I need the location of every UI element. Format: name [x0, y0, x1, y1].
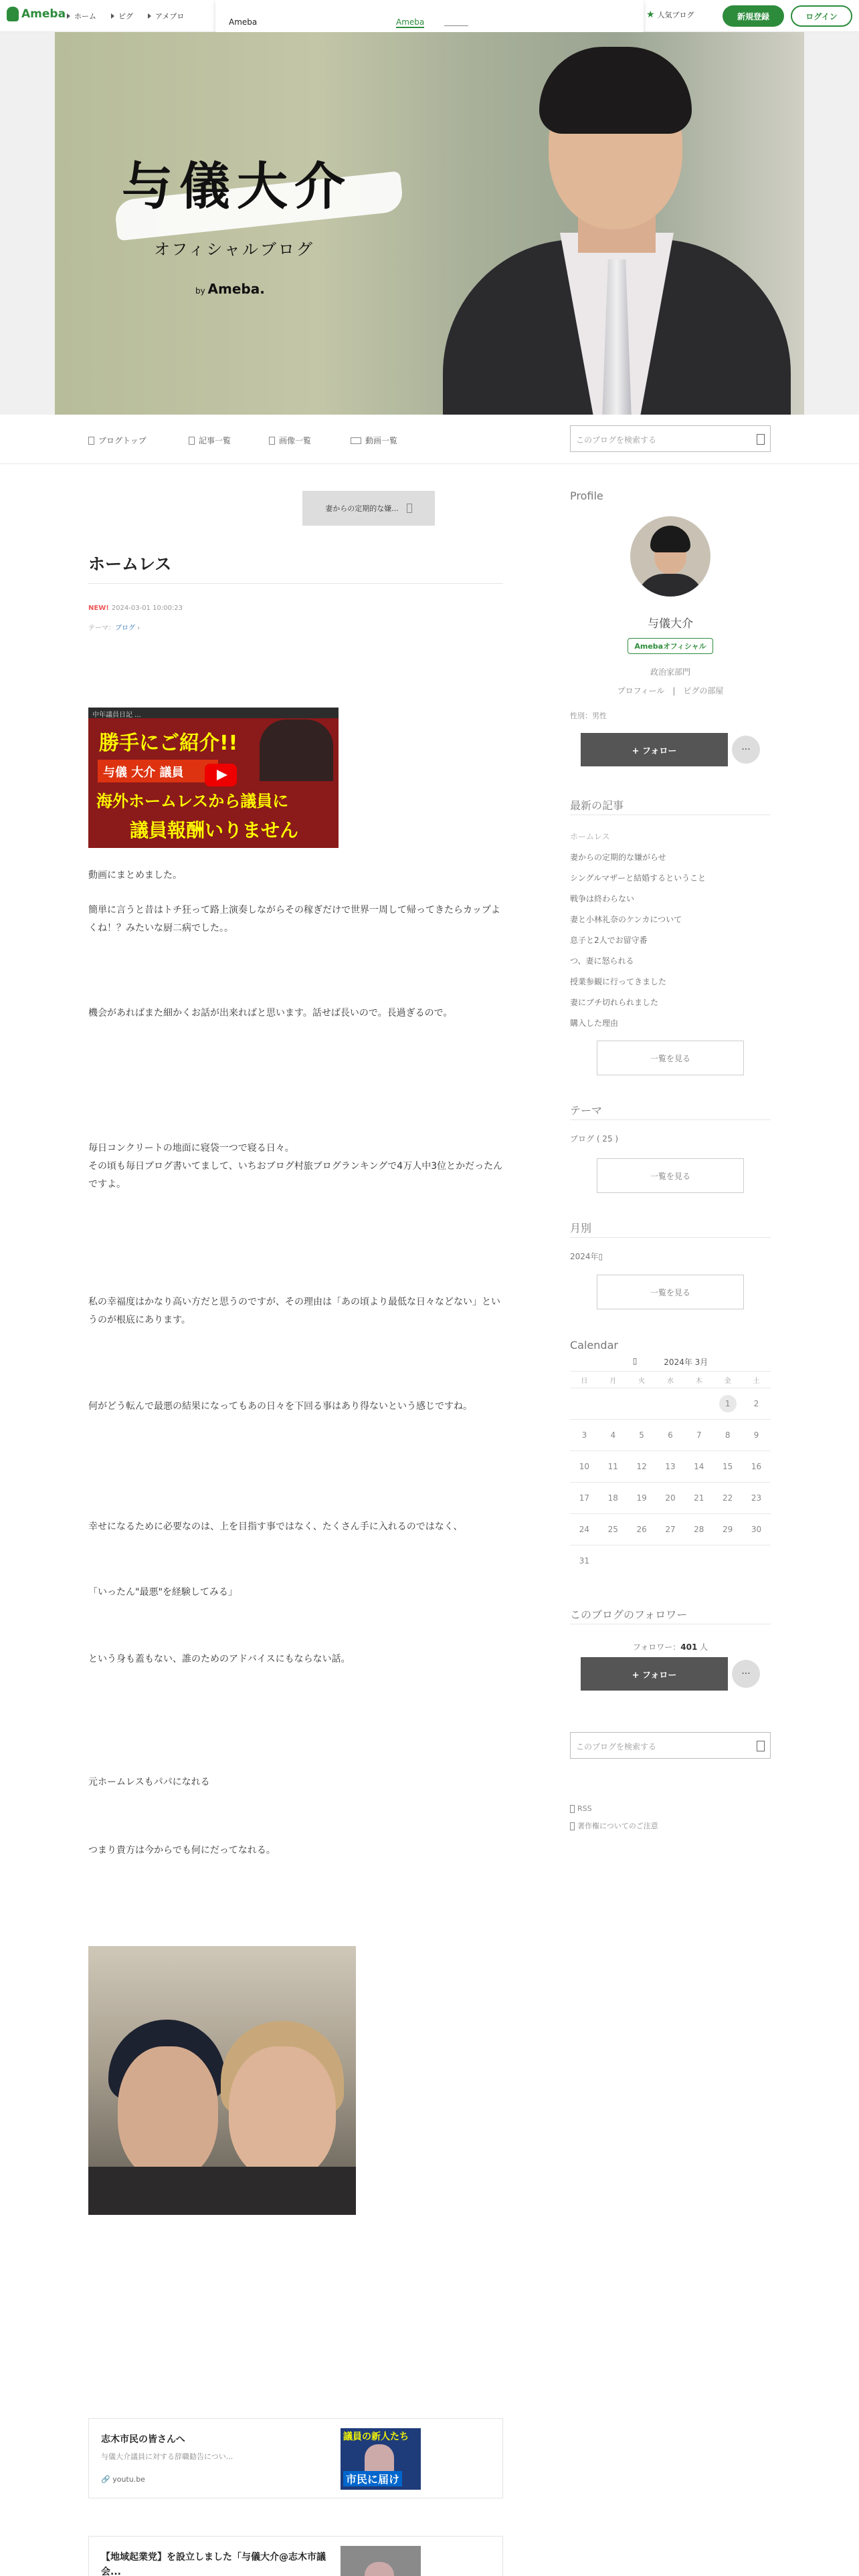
- arrow-right-icon: [407, 504, 412, 513]
- profile-links[interactable]: プロフィール | ピグの部屋: [617, 686, 724, 695]
- article-photo[interactable]: [88, 1946, 356, 2215]
- weekday: 火: [638, 1377, 646, 1385]
- video-icon: [351, 437, 361, 444]
- weekday: 木: [695, 1377, 702, 1385]
- nav-video-list[interactable]: 動画一覧: [351, 435, 397, 446]
- document-icon: [570, 1822, 575, 1830]
- month-item[interactable]: 2024年▯: [570, 1252, 603, 1261]
- rss-icon: [570, 1805, 575, 1813]
- calendar-day[interactable]: 10: [579, 1462, 590, 1471]
- calendar-day[interactable]: 19: [636, 1493, 647, 1503]
- calendar-day[interactable]: 2: [753, 1399, 759, 1408]
- calendar-day[interactable]: 4: [610, 1430, 616, 1440]
- photo-person-right: [229, 2046, 336, 2180]
- nav-ameblo[interactable]: アメブロ: [148, 11, 184, 21]
- calendar-day: [656, 1545, 685, 1576]
- profile-gender: 性別：男性: [570, 712, 607, 720]
- more-options-button[interactable]: ···: [732, 736, 760, 764]
- paragraph: 元ホームレスもパパになれる: [88, 1777, 210, 1788]
- profile-category[interactable]: 政治家部門: [650, 667, 690, 677]
- calendar-day: [570, 1388, 599, 1419]
- article-date: NEW! 2024-03-01 10:00:23: [88, 605, 183, 612]
- official-badge: Amebaオフィシャル: [628, 638, 713, 654]
- recent-item[interactable]: ホームレス: [570, 832, 610, 841]
- card-thumbnail: [341, 2546, 421, 2576]
- recent-item[interactable]: 妻にブチ切れられました: [570, 998, 659, 1007]
- video-headline: 勝手にご紹介!!: [99, 732, 238, 755]
- calendar-day[interactable]: 9: [753, 1430, 759, 1440]
- blog-top-icon: [88, 437, 94, 445]
- weekday: 月: [609, 1377, 617, 1385]
- theme-item[interactable]: ブログ ( 25 ): [570, 1134, 619, 1144]
- ameba-logo[interactable]: [7, 7, 66, 21]
- nav-blog-top[interactable]: ブログトップ: [88, 435, 147, 446]
- calendar-week: [570, 1545, 771, 1576]
- nav-entry-list[interactable]: 記事一覧: [189, 435, 231, 446]
- next-entry-button[interactable]: 妻からの定期的な嫌...: [302, 491, 435, 526]
- blog-search-input[interactable]: このブログを検索する: [570, 425, 771, 452]
- entry-list-icon: [189, 437, 195, 445]
- triangle-icon: [67, 13, 70, 19]
- recent-item[interactable]: 購入した理由: [570, 1018, 619, 1028]
- follow-button-2[interactable]: + フォロー: [581, 1657, 728, 1691]
- calendar-day[interactable]: 22: [723, 1493, 733, 1503]
- calendar-week: [570, 1451, 771, 1482]
- embedded-video[interactable]: [88, 708, 339, 848]
- weekday: 土: [753, 1377, 760, 1385]
- search-icon[interactable]: [757, 1741, 765, 1751]
- search-icon[interactable]: [757, 434, 765, 445]
- title-divider: [88, 583, 503, 584]
- ad-name: Ameba: [229, 17, 258, 27]
- nav-home[interactable]: ホーム: [67, 11, 96, 21]
- calendar-week: [570, 1482, 771, 1513]
- theme-see-all-button[interactable]: 一覧を見る: [597, 1158, 744, 1193]
- calendar-day[interactable]: 14: [694, 1462, 704, 1471]
- profile-heading: Profile: [570, 490, 603, 502]
- card-source: 🔗 youtu.be: [101, 2475, 145, 2484]
- nav-pigg[interactable]: ピグ: [111, 11, 133, 21]
- followers-heading: このブログのフォロワー: [570, 1608, 688, 1621]
- calendar-day: [599, 1388, 628, 1419]
- ad-divider: [444, 25, 468, 26]
- paragraph: 私の幸福度はかなり高い方だと思うのですが、その理由は「あの頃より最低な日々などない」というのが根底にあります。: [88, 1297, 500, 1325]
- ad-link[interactable]: Ameba: [396, 17, 425, 27]
- article-theme: テーマ：ブログ ›: [88, 625, 140, 632]
- photo-bottom: [88, 2167, 356, 2215]
- recent-see-all-button[interactable]: 一覧を見る: [597, 1041, 744, 1075]
- month-see-all-button[interactable]: 一覧を見る: [597, 1275, 744, 1309]
- recent-item[interactable]: 息子と2人でお留守番: [570, 936, 648, 945]
- profile-name[interactable]: 与儀大介: [648, 617, 693, 631]
- signup-button[interactable]: 新規登録: [723, 5, 784, 27]
- header-name: 与儀大介: [122, 156, 352, 216]
- global-nav: [67, 11, 184, 21]
- calendar-grid: [570, 1371, 771, 1576]
- recent-item[interactable]: つ、妻に怒られる: [570, 956, 634, 966]
- popular-blogs-link[interactable]: ★ 人気ブログ: [646, 9, 694, 20]
- paragraph: 動画にまとめました。: [88, 870, 182, 881]
- calendar-day[interactable]: 3: [581, 1430, 587, 1440]
- recent-list: [570, 827, 706, 1034]
- calendar-week: [570, 1388, 771, 1419]
- calendar-day[interactable]: 30: [751, 1525, 762, 1534]
- calendar-heading: Calendar: [570, 1339, 618, 1352]
- card-thumbnail: 議員の新人たち 市民に届け: [341, 2428, 421, 2490]
- video-person: [260, 720, 333, 781]
- video-caption-2: 議員報酬いりません: [130, 819, 299, 841]
- recent-item[interactable]: 妻からの定期的な嫌がらせ: [570, 853, 666, 862]
- calendar-day: [742, 1545, 771, 1576]
- calendar-day[interactable]: 20: [665, 1493, 676, 1503]
- calendar-day[interactable]: 16: [751, 1462, 762, 1471]
- calendar-week: [570, 1513, 771, 1545]
- calendar-day[interactable]: 25: [607, 1525, 618, 1534]
- recent-heading: 最新の記事: [570, 799, 624, 812]
- header-portrait: [430, 32, 804, 415]
- blog-header: [0, 32, 859, 415]
- calendar-day[interactable]: 8: [725, 1430, 731, 1440]
- header-subtitle: オフィシャルブログ: [154, 240, 314, 259]
- video-channel: 中年議員日記 ...: [88, 708, 339, 718]
- paragraph: 毎日コンクリートの地面に寝袋一つで寝る日々。 その頃も毎日ブログ書いてまして、いちおブログ村旅ブログランキングで4万人中3位とかだったんですよ。: [88, 1143, 503, 1190]
- blog-nav: [0, 415, 859, 464]
- copyright-link[interactable]: 著作権についてのご注意: [570, 1818, 658, 1835]
- weekday: 水: [666, 1377, 674, 1385]
- paragraph: 「いったん"最悪"を経験してみる」: [88, 1587, 237, 1598]
- calendar-day[interactable]: 27: [665, 1525, 676, 1534]
- calendar-prev-icon[interactable]: ▯: [632, 1356, 638, 1366]
- follow-button[interactable]: + フォロー: [581, 733, 728, 766]
- calendar-day[interactable]: 12: [636, 1462, 647, 1471]
- logo-text: Ameba: [21, 7, 66, 21]
- calendar-day[interactable]: 26: [636, 1525, 647, 1534]
- calendar-day: [713, 1545, 742, 1576]
- calendar-day: [684, 1388, 713, 1419]
- recent-item[interactable]: 授業参観に行ってきました: [570, 977, 667, 986]
- sidebar-search-input[interactable]: このブログを検索する: [570, 1732, 771, 1759]
- paragraph: 簡単に言うと昔はトチ狂って路上演奏しながらその稼ぎだけで世界一周して帰ってきたらカップよくね！？みたいな厨二病でした。。: [88, 905, 500, 934]
- calendar-day[interactable]: 31: [579, 1556, 590, 1566]
- paragraph: という身も蓋もない、誰のためのアドバイスにもならない話。: [88, 1654, 351, 1665]
- calendar-weeks: [570, 1388, 771, 1576]
- weekday: 金: [724, 1377, 731, 1385]
- calendar-day[interactable]: 5: [639, 1430, 644, 1440]
- calendar-month: 2024年 3月: [664, 1358, 708, 1367]
- paragraph: 何がどう転んで最悪の結果になってもあの日々を下回る事はあり得ないという感じですね。: [88, 1401, 472, 1412]
- image-list-icon: [269, 437, 275, 445]
- ameba-dog-icon: [7, 7, 19, 21]
- triangle-icon: [148, 13, 151, 19]
- theme-link[interactable]: ブログ: [115, 625, 135, 632]
- calendar-day[interactable]: 17: [579, 1493, 590, 1503]
- photo-person-left: [118, 2046, 218, 2180]
- calendar-day[interactable]: 24: [579, 1525, 590, 1534]
- calendar-day[interactable]: 1: [713, 1388, 742, 1419]
- triangle-icon: [111, 13, 114, 19]
- weekday: 日: [581, 1377, 588, 1385]
- calendar-day: [628, 1545, 656, 1576]
- calendar-day[interactable]: 29: [723, 1525, 733, 1534]
- video-caption-1: 海外ホームレスから議員に: [96, 792, 289, 811]
- nav-image-list[interactable]: 画像一覧: [269, 435, 311, 446]
- login-button[interactable]: ログイン: [791, 5, 852, 27]
- calendar-day[interactable]: 23: [751, 1493, 762, 1503]
- header-image[interactable]: [55, 32, 804, 415]
- follower-count[interactable]: フォロワー：401 人: [632, 1642, 708, 1652]
- month-heading: 月別: [570, 1222, 592, 1235]
- calendar-day: [684, 1545, 713, 1576]
- calendar-day[interactable]: 18: [607, 1493, 618, 1503]
- calendar-day[interactable]: 28: [694, 1525, 704, 1534]
- theme-heading: テーマ: [570, 1104, 603, 1117]
- recent-item[interactable]: 戦争は終わらない: [570, 894, 635, 903]
- link-card[interactable]: [88, 2418, 503, 2498]
- star-icon: ★: [646, 9, 655, 20]
- calendar-day[interactable]: 15: [723, 1462, 733, 1471]
- recent-item[interactable]: シングルマザーと結婚するということ: [570, 873, 706, 883]
- avatar[interactable]: [630, 516, 710, 597]
- calendar-week: [570, 1419, 771, 1451]
- calendar-day[interactable]: 21: [694, 1493, 704, 1503]
- portrait-hair: [539, 47, 692, 134]
- link-card[interactable]: [88, 2536, 503, 2576]
- header-by-ameba: by Ameba.: [195, 281, 265, 297]
- play-icon[interactable]: [205, 764, 237, 786]
- recent-item[interactable]: 妻と小林礼奈のケンカについて: [570, 915, 682, 924]
- calendar-weekdays: [570, 1371, 771, 1388]
- card-description: 与儀大介議員に対する辞職勧告につい...: [101, 2452, 233, 2461]
- card-title: 志木市民の皆さんへ: [101, 2434, 185, 2445]
- rss-link[interactable]: RSS: [570, 1800, 658, 1818]
- card-title: 【地域起業党】を設立しました「与儀大介@志木市議会...: [101, 2552, 326, 2576]
- calendar-title: [570, 1356, 771, 1368]
- paragraph: つまり貴方は今からでも何にだってなれる。: [88, 1845, 276, 1856]
- paragraph: 幸せになるために必要なのは、上を目指す事ではなく、たくさん手に入れるのではなく、: [88, 1521, 463, 1532]
- calendar-day: [628, 1388, 656, 1419]
- calendar-day: [656, 1388, 685, 1419]
- video-name-label: 与儀 大介 議員: [98, 760, 218, 782]
- sidebar-links: [570, 1800, 658, 1835]
- article-title: ホームレス: [88, 554, 172, 574]
- calendar-day[interactable]: 7: [696, 1430, 702, 1440]
- calendar-day[interactable]: 11: [607, 1462, 618, 1471]
- calendar-day[interactable]: 13: [665, 1462, 676, 1471]
- calendar-day: [599, 1545, 628, 1576]
- paragraph: 機会があればまた細かくお話が出来ればと思います。話せば長いので。長過ぎるので。: [88, 1008, 453, 1018]
- more-options-button-2[interactable]: ···: [732, 1660, 760, 1688]
- calendar-day[interactable]: 6: [668, 1430, 673, 1440]
